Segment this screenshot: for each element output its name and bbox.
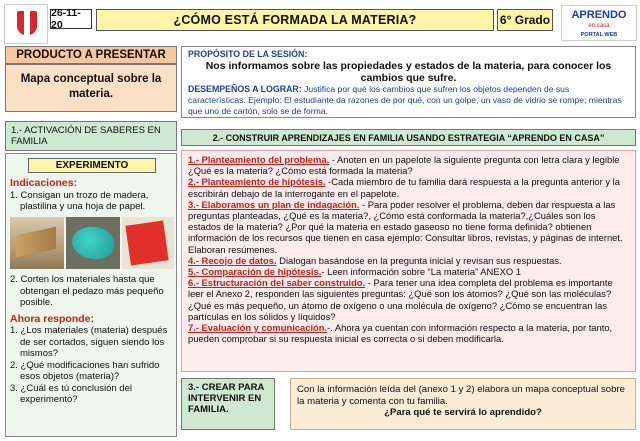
logo-line-3: PORTAL WEB — [580, 32, 618, 38]
producto-text: Mapa conceptual sobre la materia. — [5, 64, 177, 112]
step-item — [188, 277, 629, 322]
indicacion-2: 2. Corten los materiales hasta que obtengan el pedazo más pequeño posible. — [10, 274, 164, 308]
crear-text: Con la información leída del (anexo 1 y 2) elabora un mapa conceptual sobre la materia y comenta con tu familia. — [297, 384, 625, 407]
step-text: - Leen información sobre “La materia” ANEXO 1 — [321, 266, 521, 278]
step-item — [188, 154, 629, 176]
desempenos-block — [188, 84, 629, 117]
pregunta-1: 1. ¿Los materiales (materia) después de ser cortados, siguen siendo los mismos? — [10, 325, 168, 359]
step-heading: 2.- Planteamiento de hipótesis. — [188, 176, 326, 188]
experimento-panel — [5, 153, 177, 437]
experimento-heading: EXPERIMENTO — [28, 158, 156, 173]
indicaciones-block — [10, 178, 174, 213]
step-heading: 7.- Evaluación y comunicación. — [188, 322, 328, 334]
activacion-heading: 1.- ACTIVACIÓN DE SABERES EN FAMILIA — [5, 121, 177, 151]
pregunta-3: 3. ¿Cuál es tú conclusión del experimento? — [10, 382, 132, 405]
step-item — [188, 199, 629, 255]
ahora-responde-heading: Ahora responde: — [10, 312, 95, 325]
session-date: 26-11-20 — [50, 9, 92, 29]
proposito-panel — [181, 46, 636, 118]
step-item — [188, 266, 629, 277]
step-item — [188, 322, 629, 344]
construir-panel — [181, 150, 636, 372]
step-heading: 5.- Comparación de hipótesis. — [188, 266, 322, 278]
wood-image — [10, 217, 64, 269]
producto-heading: PRODUCTO A PRESENTAR — [5, 46, 177, 64]
step-heading: 4.- Recojo de datos. — [188, 254, 277, 266]
crear-panel — [290, 378, 636, 430]
step-item — [188, 255, 629, 266]
pregunta-2: 2. ¿Qué modificaciones han sufrido esos objetos (materia)? — [10, 359, 160, 382]
indicaciones-continued — [10, 274, 174, 406]
crear-heading: 3.- CREAR PARA INTERVENIR EN FAMILIA. — [181, 378, 275, 430]
logo-line-2: en casa — [588, 23, 610, 29]
step-heading: 3.- Elaboramos un plan de indagación. — [188, 198, 360, 210]
step-text: Dialogan basándose en la pregunta inicial y revisan sus respuestas. — [276, 254, 562, 266]
logo-line-1: APRENDO — [571, 9, 627, 21]
proposito-heading: PROPÓSITO DE LA SESIÓN: — [188, 49, 308, 59]
step-heading: 1.- Planteamiento del problema. — [188, 154, 330, 165]
step-item — [188, 176, 629, 198]
plasticine-image — [66, 217, 120, 269]
shield-icon — [17, 11, 37, 35]
step-text: - Anoten en un papelote la siguiente pregunta con letra clara y legible ¿Qué es la materia? ¿Cómo está formada la materia? — [188, 154, 620, 177]
page-title: ¿CÓMO ESTÁ FORMADA LA MATERIA? — [96, 9, 494, 31]
grade-label: 6° Grado — [497, 9, 553, 31]
step-heading: 6.- Estructuración del saber construido. — [188, 277, 366, 289]
step-text: -Cada miembro de tu familia dará respuesta a la pregunta anterior y la escribirán debajo de la interrogante en el papelote. — [188, 176, 620, 199]
step-text: - Para tener una idea completa del problema es importante leer el Anexo 2, responden las siguientes preguntas: ¿Qué son los átomos? ¿Qué son las moléculas? ¿Qué es más pequeño, un átomo de oxígeno o una molécula de oxígeno? ¿Cómo se encuentran las partículas en los sólidos y líquidos? — [188, 277, 613, 322]
indicacion-1: 1. Consigan un trozo de madera, plastilina y una hoja de papel. — [10, 189, 149, 212]
indicaciones-heading: Indicaciones: — [10, 177, 78, 189]
desempenos-text: Justifica por qué los cambios que sufren los objetos dependen de sus características. Ejemplo: El estudiante da razones de por qué, con un golpe, un vaso de vidrio se rompe; mientras que uno de cartón, solo se de forma. — [188, 84, 622, 116]
materials-photos — [10, 217, 174, 269]
step-text: - Para poder resolver el problema, deben dar respuesta a las preguntas planteadas, ¿Qué es la materia?, ¿Cómo está conformada la materia?,¿Cuáles son los estados de la materia? ¿Por qué la materia en estado gaseoso no tiene forma definida? obtienen información de los recursos que tienen en casa ejemplo: Consultar libros, revistas, y páginas de internet. Elaboran resúmenes. — [188, 198, 623, 255]
proposito-text: Nos informamos sobre las propiedades y estados de la materia, para conocer los cambios que sufre. — [205, 60, 612, 84]
aprendo-en-casa-logo — [561, 5, 637, 41]
desempenos-heading: DESEMPEÑOS A LOGRAR: — [188, 84, 302, 94]
paper-image — [122, 217, 174, 269]
step-text: -. Ahora ya cuentan con información respecto a la materia, por tanto, pueden comprobar si su respuesta inicial es correcta o si deben modificarla. — [188, 322, 613, 345]
school-crest-logo — [4, 4, 48, 44]
construir-heading: 2.- CONSTRUIR APRENDIZAJES EN FAMILIA USANDO ESTRATEGIA “APRENDO EN CASA” — [181, 129, 636, 146]
crear-question: ¿Para qué te servirá lo aprendido? — [384, 407, 542, 418]
